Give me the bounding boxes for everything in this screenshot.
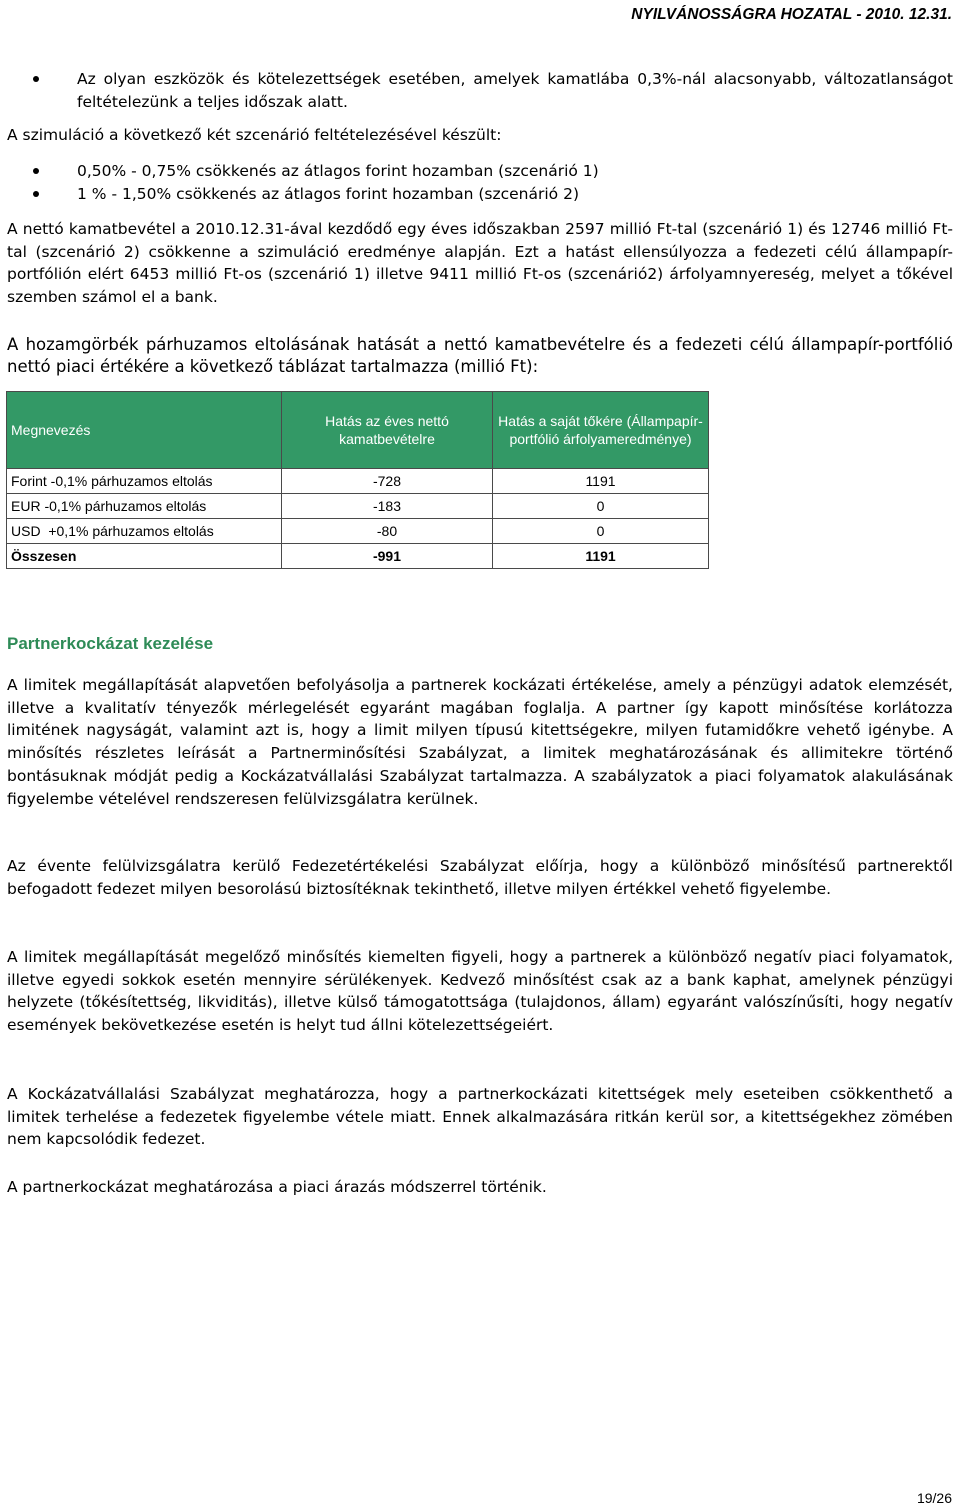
cell-name: Forint -0,1% párhuzamos eltolás [7, 469, 282, 494]
cell-name: USD +0,1% párhuzamos eltolás [7, 519, 282, 544]
bullet-icon [33, 191, 39, 197]
scenario-list [7, 160, 953, 205]
cell-name: Összesen [7, 544, 282, 569]
column-header-equity: Hatás a saját tőkére (Állampapír-portfólió árfolyameredménye) [493, 392, 709, 469]
paragraph-collateral: Az évente felülvizsgálatra kerülő Fedezetértékelési Szabályzat előírja, hogy a különböző minősítésű partnerektől befogadott fedezet milyen besorolású biztosítéknak tekinthető, illetve milyen értékkel vehető figyelembe. [7, 857, 953, 898]
table-row [7, 469, 709, 494]
assumption-list [7, 68, 953, 113]
cell-interest: -991 [282, 544, 493, 569]
list-item: 1 % - 1,50% csökkenés az átlagos forint hozamban (szcenárió 2) [7, 183, 953, 206]
bullet-icon [33, 76, 39, 82]
table-row [7, 519, 709, 544]
list-item: Az olyan eszközök és kötelezettségek esetében, amelyek kamatlába 0,3%-nál alacsonyabb, változatlanságot feltételezünk a teljes időszak alatt. [7, 68, 953, 113]
list-item: 0,50% - 0,75% csökkenés az átlagos forint hozamban (szcenárió 1) [7, 160, 953, 183]
table-row [7, 494, 709, 519]
sensitivity-table [6, 391, 709, 569]
cell-interest: -728 [282, 469, 493, 494]
table-header-row [7, 392, 709, 469]
paragraph-regulation: A Kockázatvállalási Szabályzat meghatározza, hogy a partnerkockázati kitettségek mely eseteiben csökkenthető a limitek terhelése a fedezetek figyelembe vétele miatt. Ennek alkalmazására ritkán kerül sor, a kitettségekhez zömében nem kapcsolódik fedezet. [7, 1085, 953, 1149]
page-number: 19/26 [916, 1490, 952, 1506]
cell-equity: 0 [493, 519, 709, 544]
yield-curve-paragraph: A hozamgörbék párhuzamos eltolásának hatását a nettó kamatbevételre és a fedezeti célú állampapír-portfólió nettó piaci értékére a következő táblázat tartalmazza (millió Ft): [7, 335, 953, 376]
cell-equity: 1191 [493, 469, 709, 494]
cell-interest: -80 [282, 519, 493, 544]
net-interest-paragraph: A nettó kamatbevétel a 2010.12.31-ával kezdődő egy éves időszakban 2597 millió Ft-tal (szcenárió 1) és 12746 millió Ft-tal (szcenárió 2) csökkenne a szimuláció eredménye alapján. Ezt a hatást ellensúlyozza a fedezeti célú állampapír-portfólión elért 6453 millió Ft-os (szcenárió 1) illetve 9411 millió Ft-os (szcenárió2) árfolyamnyereség, melyet a tőkével szemben számol el a bank. [7, 220, 953, 307]
section-title: Partnerkockázat kezelése [7, 634, 214, 653]
paragraph-rating: A limitek megállapítását megelőző minősítés kiemelten figyeli, hogy a partnerek a különböző negatív piaci folyamatok, illetve egyedi sokkok esetén mennyire sérülékenyek. Kedvező minősítést csak az a bank kaphat, amelynek pénzügyi helyzete (tőkésítettség, likviditás), illetve külső támogatottsága (tulajdonos, állam) egyaránt valószínűsíti, hogy negatív események bekövetkezése esetén is helyt tud állni kötelezettségeiért. [7, 948, 953, 1035]
bullet-icon [33, 168, 39, 174]
cell-equity: 1191 [493, 544, 709, 569]
paragraph-limits: A limitek megállapítását alapvetően befolyásolja a partnerek kockázati értékelése, amely a pénzügyi adatok elemzését, illetve a kvalitatív tényezők mérlegelését egyaránt magában foglalja. A partner így kapott minősítése korlátozza limitének nagyságát, valamint azt is, hogy a limit milyen típusú kitettségekre, milyen futamidőkre vehető igénybe. A minősítés részletes leírását a Partnerminősítési Szabályzat, a limitek meghatározásának és allimitekre történő bontásuknak módját pedig a Kockázatvállalási Szabályzat tartalmazza. A szabályzatok a piaci folyamatok alakulásának figyelembe vételével rendszeresen felülvizsgálatra kerülnek. [7, 676, 953, 808]
page-header: NYILVÁNOSSÁGRA HOZATAL - 2010. 12.31. [631, 6, 952, 23]
cell-name: EUR -0,1% párhuzamos eltolás [7, 494, 282, 519]
cell-equity: 0 [493, 494, 709, 519]
column-header-interest: Hatás az éves nettó kamatbevételre [282, 392, 493, 469]
column-header-name: Megnevezés [7, 392, 282, 469]
cell-interest: -183 [282, 494, 493, 519]
table-total-row [7, 544, 709, 569]
scenario-intro: A szimuláció a következő két szcenárió feltételezésével készült: [7, 126, 502, 144]
paragraph-method: A partnerkockázat meghatározása a piaci árazás módszerrel történik. [7, 1178, 547, 1196]
